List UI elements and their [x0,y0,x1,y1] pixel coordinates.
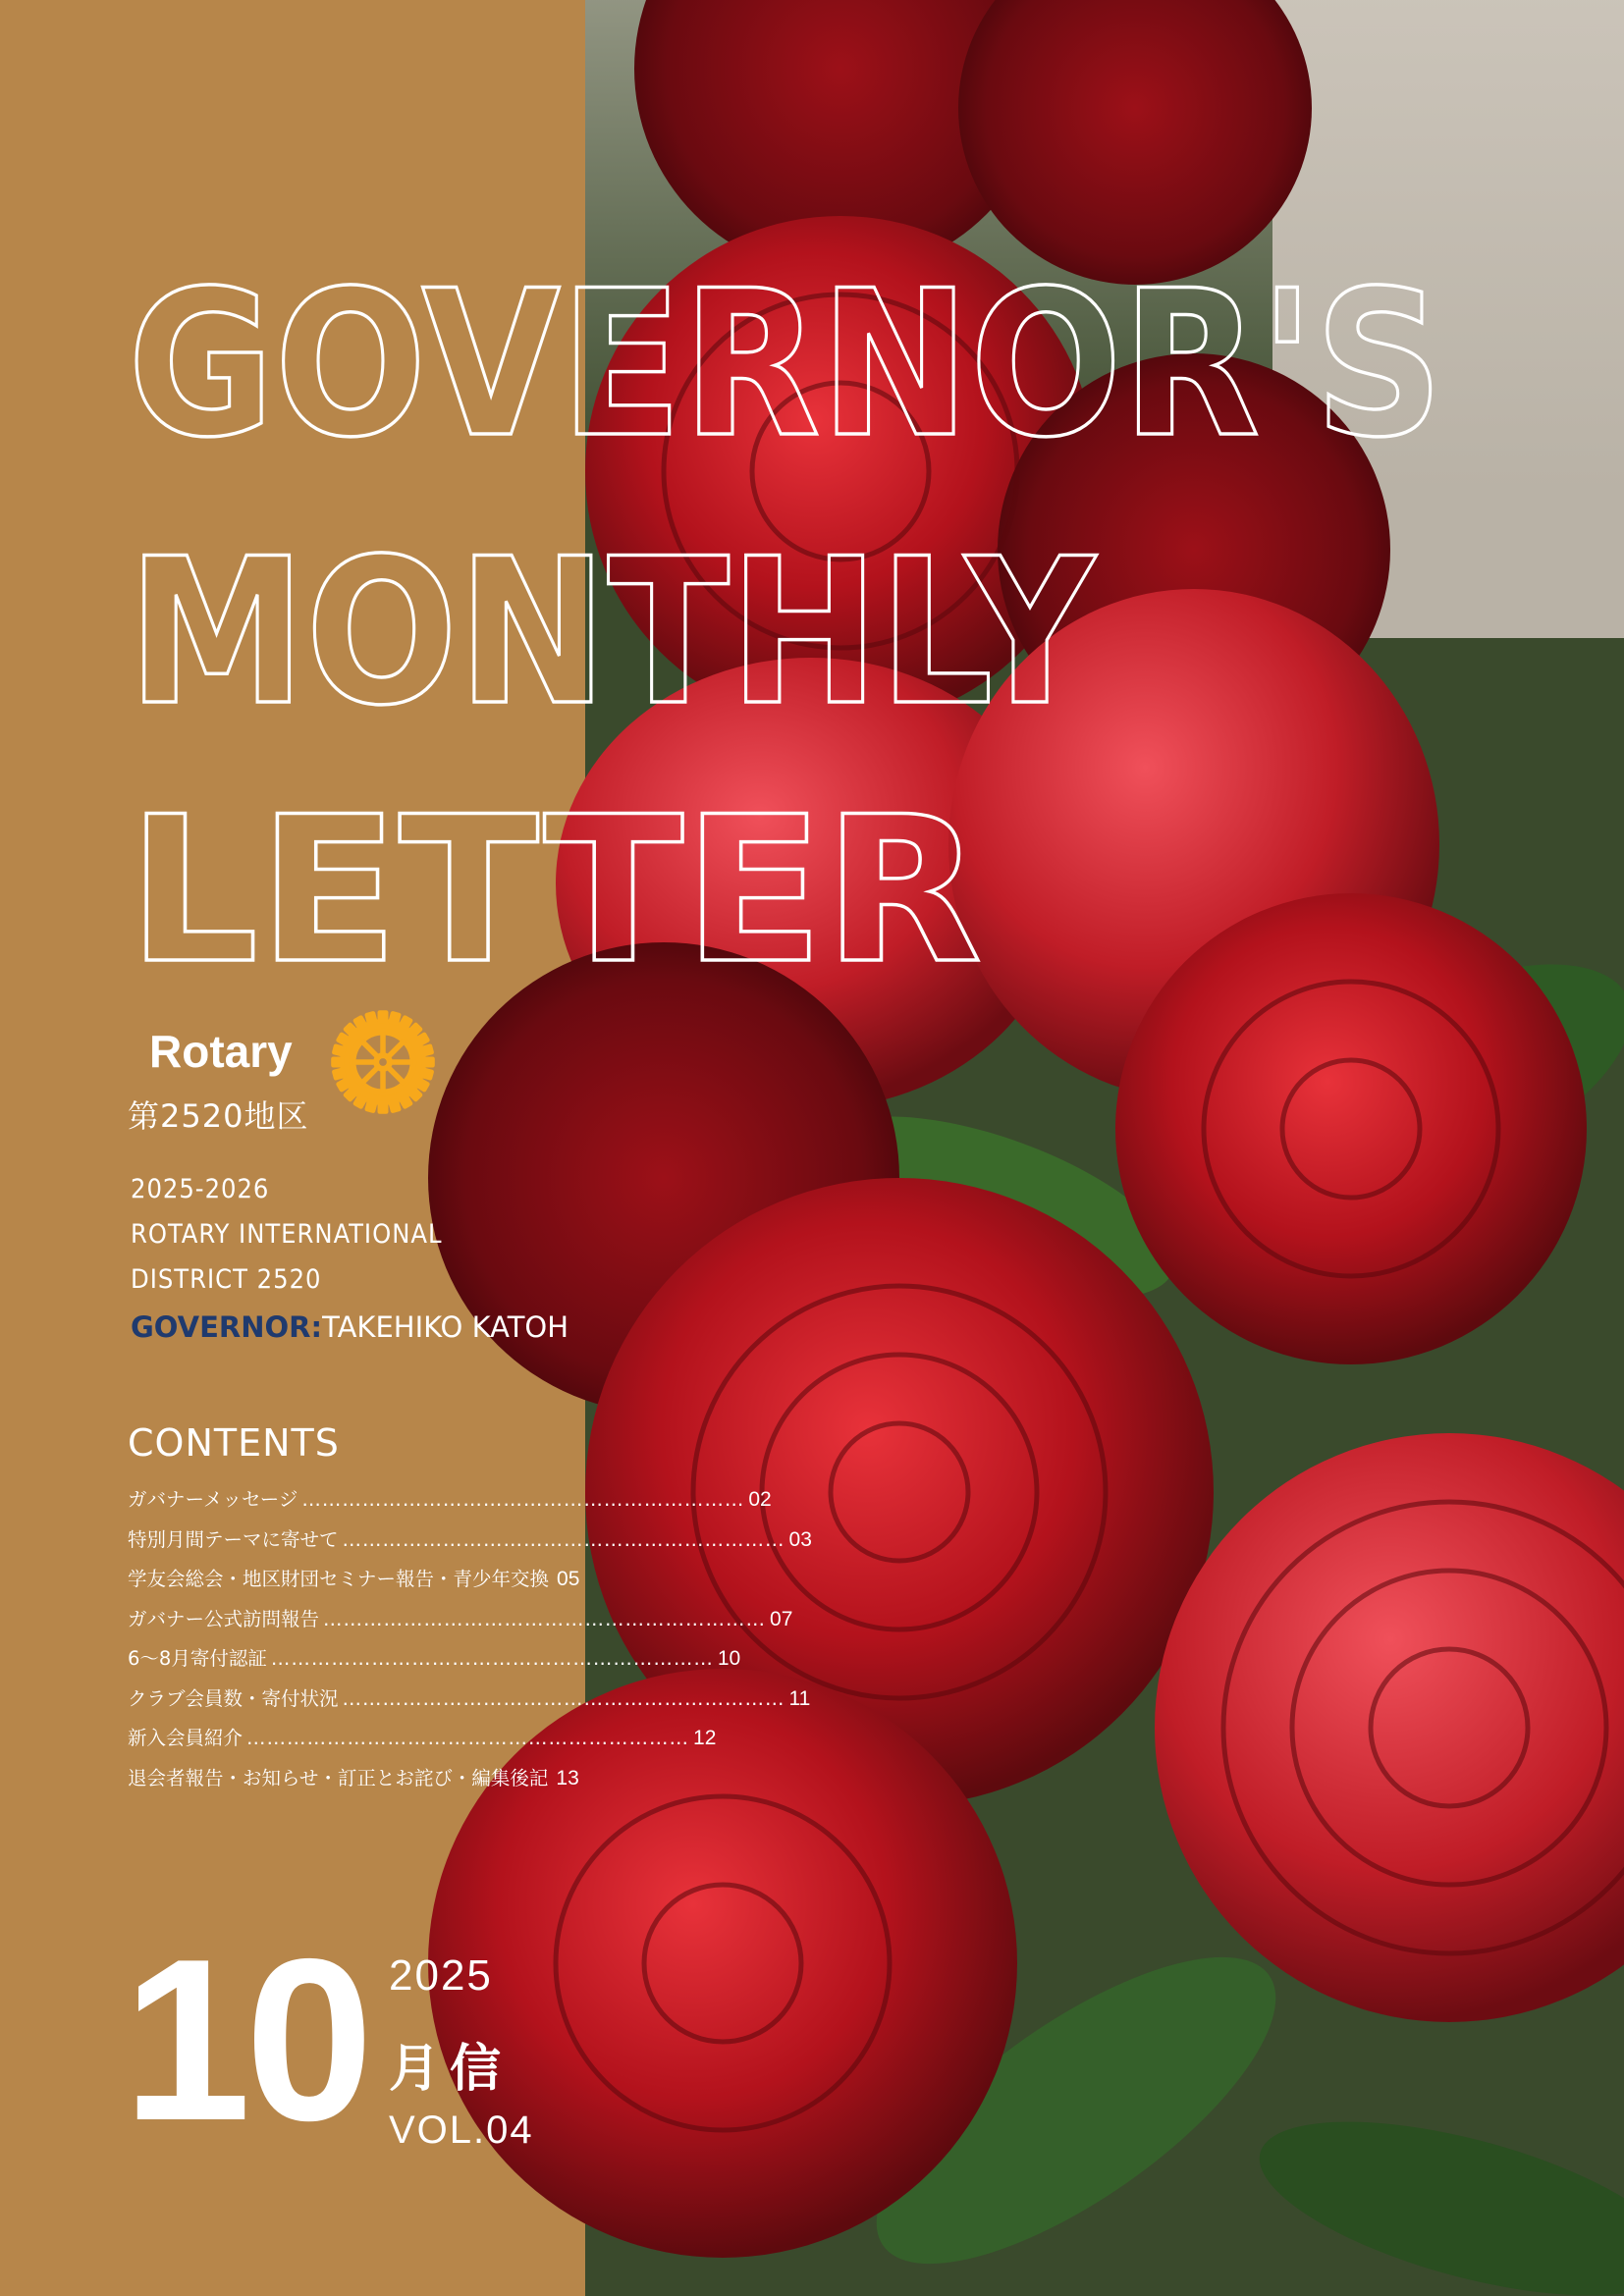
title-line-3: LETTER [128,774,982,1008]
toc-leader-dots: ………………………………………………………… [270,1647,714,1670]
title-line-2: MONTHLY [128,516,1098,750]
rotary-organization: ROTARY INTERNATIONAL [131,1219,443,1250]
toc-item-title: ガバナーメッセージ [128,1488,298,1511]
governor-label: GOVERNOR: [131,1310,323,1344]
toc-item-page: 07 [770,1607,793,1630]
toc-leader-dots: ………………………………………………………… [323,1607,767,1630]
toc-item-page: 12 [693,1727,717,1749]
toc-item[interactable] [128,1643,741,1683]
toc-item-page: 10 [717,1647,741,1670]
issue-volume: VOL.04 [389,2109,534,2152]
issue-year: 2025 [389,1951,493,2000]
toc-item[interactable] [128,1604,793,1644]
toc-item-page: 13 [556,1766,579,1789]
toc-item[interactable] [128,1524,812,1565]
toc-leader-dots: ………………………………………………………… [301,1488,745,1511]
toc-item-title: 新入会員紹介 [128,1727,244,1749]
toc-leader-dots: ………………………………………………………… [342,1686,785,1710]
rotary-wheel-icon [329,1008,437,1116]
issue-month-number: 10 [123,1910,368,2168]
toc-item-page: 11 [788,1686,811,1710]
toc-item[interactable] [128,1723,717,1763]
toc-item[interactable] [128,1484,772,1524]
district-name-jp: 第2520地区 [128,1097,309,1135]
issue-label: 月信 [389,2040,512,2099]
red-roses-photo [585,0,1624,2296]
toc-leader-dots: ………………………………………………………… [342,1527,785,1551]
toc-item-title: 退会者報告・お知らせ・訂正とお詫び・編集後記 [128,1766,549,1789]
toc-item-page: 05 [557,1568,580,1590]
toc-item-title: クラブ会員数・寄付状況 [128,1686,339,1710]
rotary-logo [128,1001,452,1148]
governor-line [131,1310,568,1344]
toc-leader-dots: ………………………………………………………… [246,1727,690,1749]
toc-item-title: 特別月間テーマに寄せて [128,1527,339,1551]
toc-item-page: 02 [748,1488,772,1511]
roses-illustration [585,0,1624,2296]
toc-item-page: 03 [788,1527,812,1551]
toc-item[interactable] [128,1683,811,1724]
district-number: DISTRICT 2520 [131,1264,322,1295]
toc-item-title: 学友会総会・地区財団セミナー報告・青少年交換 [128,1568,550,1590]
toc-item[interactable] [128,1763,579,1803]
governor-name: TAKEHIKO KATOH [322,1310,569,1344]
toc-item-title: ガバナー公式訪問報告 [128,1607,320,1630]
table-of-contents [128,1484,812,1802]
toc-item-title: 6〜8月寄付認証 [128,1647,267,1670]
title-line-1: GOVERNOR'S [128,248,1443,482]
toc-item[interactable] [128,1564,580,1604]
rotary-wordmark: Rotary [149,1026,293,1077]
contents-heading: CONTENTS [128,1421,340,1465]
rotary-year: 2025-2026 [131,1174,270,1204]
